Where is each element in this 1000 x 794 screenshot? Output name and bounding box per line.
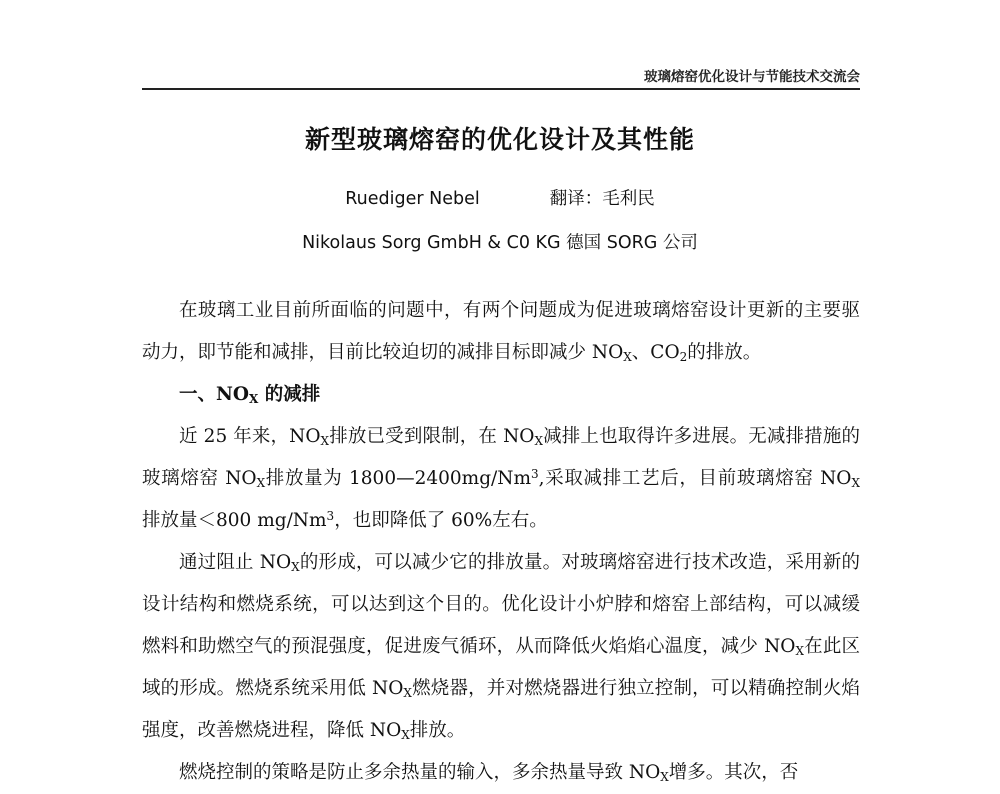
running-head-text: 玻璃熔窑优化设计与节能技术交流会 xyxy=(644,69,860,85)
paragraph-emission-history: 近 25 年来，$NO_X$排放已受到限制，在 $NO_X$减排上也取得许多进展。无减排措施的玻璃熔窑 $NO_X$排放量为 1800—2400mg/Nm$^3$,采取减排工艺后，目前玻璃熔窑 $NO_X$排放量＜800 mg/Nm$^3$，也即降低了 60%左右。 xyxy=(142,426,860,531)
intro-paragraph: 在玻璃工业目前所面临的问题中，有两个问题成为促进玻璃熔窑设计更新的主要驱动力，即节能和减排，目前比较迫切的减排目标即减少 $NO_X$、$CO_2$的排放。 xyxy=(142,300,860,364)
section-heading-nox: 一、$NO_X$ 的减排 xyxy=(179,384,321,406)
paragraph-combustion-control: 燃烧控制的策略是防止多余热量的输入，多余热量导致 $NO_X$增多。其次，否 xyxy=(179,762,799,784)
translator: 翻译：毛利民 xyxy=(549,189,655,209)
article-title: 新型玻璃熔窑的优化设计及其性能 xyxy=(304,125,695,154)
byline xyxy=(0,185,1000,210)
running-head xyxy=(142,66,860,90)
paragraph-nox-prevention: 通过阻止 $NO_X$的形成，可以减少它的排放量。对玻璃熔窑进行技术改造，采用新的设计结构和燃烧系统，可以达到这个目的。优化设计小炉脖和熔窑上部结构，可以减缓燃料和助燃空气的预混强度，促进废气循环，从而降低火焰焰心温度，减少 $NO_X$在此区域的形成。燃烧系统采用低 $NO_X$燃烧器，并对燃烧器进行独立控制，可以精确控制火焰强度，改善燃烧进程，降低 $NO_X$排放。 xyxy=(142,552,860,742)
article-body xyxy=(142,290,860,794)
author-name: Ruediger Nebel xyxy=(345,189,480,209)
affiliation: Nikolaus Sorg GmbH & C0 KG 德国 SORG 公司 xyxy=(302,233,698,253)
